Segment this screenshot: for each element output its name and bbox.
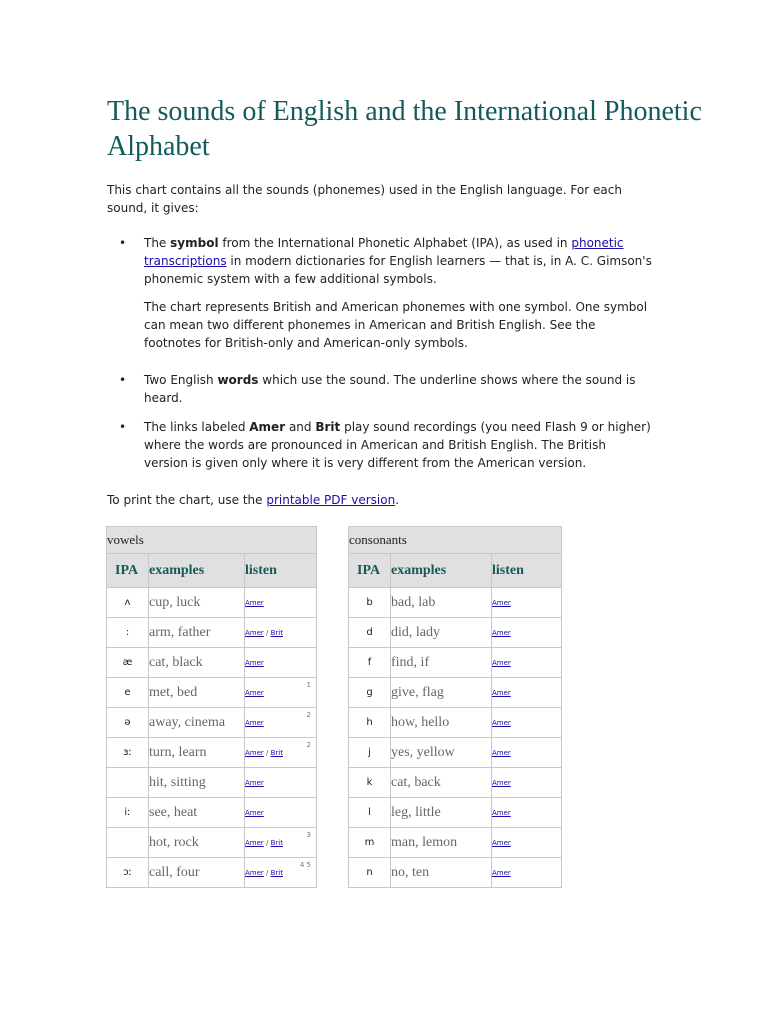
example-words: met, bed bbox=[149, 678, 245, 708]
brit-audio-link[interactable]: Brit bbox=[270, 748, 283, 757]
listen-links bbox=[245, 648, 317, 678]
listen-links bbox=[245, 678, 317, 708]
bold-term: words bbox=[217, 373, 259, 387]
example-words: arm, father bbox=[149, 618, 245, 648]
listen-links bbox=[245, 798, 317, 828]
table-row bbox=[107, 738, 317, 768]
ipa-symbol: d bbox=[349, 618, 391, 648]
listen-links bbox=[492, 708, 562, 738]
consonants-table-title: consonants bbox=[349, 527, 562, 554]
amer-audio-link[interactable]: Amer bbox=[492, 808, 511, 817]
ipa-symbol: n bbox=[349, 858, 391, 888]
bullet-subparagraph: The chart represents British and American phonemes with one symbol. One symbol can mean two different phonemes in American and British English. See the footnotes for British-only and American-only symbols. bbox=[144, 300, 648, 350]
ipa-symbol: j bbox=[349, 738, 391, 768]
amer-audio-link[interactable]: Amer bbox=[245, 628, 264, 637]
example-words: hot, rock bbox=[149, 828, 245, 858]
ipa-symbol: m bbox=[349, 828, 391, 858]
vowels-table-title: vowels bbox=[107, 527, 317, 554]
amer-audio-link[interactable]: Amer bbox=[245, 658, 264, 667]
ipa-symbol: ɔː bbox=[107, 858, 149, 888]
table-row bbox=[349, 768, 562, 798]
column-header-ipa: IPA bbox=[107, 554, 149, 588]
listen-links bbox=[492, 858, 562, 888]
example-words: cat, back bbox=[391, 768, 492, 798]
table-row bbox=[349, 708, 562, 738]
ipa-symbol: : bbox=[107, 618, 149, 648]
table-row bbox=[107, 708, 317, 738]
listen-links bbox=[492, 828, 562, 858]
example-words: call, four bbox=[149, 858, 245, 888]
link-separator: / bbox=[263, 868, 271, 877]
table-row bbox=[349, 738, 562, 768]
column-header-examples: examples bbox=[149, 554, 245, 588]
table-row bbox=[349, 858, 562, 888]
link-separator: / bbox=[263, 628, 271, 637]
footnote-ref: 4 5 bbox=[299, 861, 312, 869]
example-words: away, cinema bbox=[149, 708, 245, 738]
phonetic-transcriptions-link[interactable]: phonetic transcriptions bbox=[144, 236, 624, 268]
ipa-symbol bbox=[107, 768, 149, 798]
ipa-symbol: ʌ bbox=[107, 588, 149, 618]
table-row bbox=[349, 798, 562, 828]
vowels-table bbox=[106, 526, 317, 888]
example-words: man, lemon bbox=[391, 828, 492, 858]
bold-term: Amer bbox=[249, 420, 286, 434]
listen-links bbox=[245, 768, 317, 798]
example-words: see, heat bbox=[149, 798, 245, 828]
footnote-ref: 2 bbox=[306, 741, 312, 749]
table-row bbox=[107, 678, 317, 708]
ipa-symbol: f bbox=[349, 648, 391, 678]
column-header-listen: listen bbox=[492, 554, 562, 588]
example-words: bad, lab bbox=[391, 588, 492, 618]
listen-links bbox=[245, 588, 317, 618]
example-words: yes, yellow bbox=[391, 738, 492, 768]
table-row bbox=[107, 858, 317, 888]
amer-audio-link[interactable]: Amer bbox=[245, 718, 264, 727]
table-row bbox=[107, 768, 317, 798]
example-words: how, hello bbox=[391, 708, 492, 738]
ipa-symbol: b bbox=[349, 588, 391, 618]
column-header-listen: listen bbox=[245, 554, 317, 588]
vowels-table-body bbox=[107, 588, 317, 888]
amer-audio-link[interactable]: Amer bbox=[245, 808, 264, 817]
listen-links bbox=[245, 738, 317, 768]
bold-term: Brit bbox=[315, 420, 341, 434]
amer-audio-link[interactable]: Amer bbox=[245, 748, 264, 757]
amer-audio-link[interactable]: Amer bbox=[245, 778, 264, 787]
table-row bbox=[107, 828, 317, 858]
listen-links bbox=[245, 618, 317, 648]
amer-audio-link[interactable]: Amer bbox=[492, 838, 511, 847]
ipa-symbol bbox=[107, 828, 149, 858]
brit-audio-link[interactable]: Brit bbox=[270, 868, 283, 877]
list-item-links bbox=[107, 418, 652, 472]
link-separator: / bbox=[263, 748, 271, 757]
link-separator: / bbox=[263, 838, 271, 847]
table-row bbox=[349, 618, 562, 648]
listen-links bbox=[492, 648, 562, 678]
table-row bbox=[107, 588, 317, 618]
table-row bbox=[107, 618, 317, 648]
amer-audio-link[interactable]: Amer bbox=[492, 598, 511, 607]
table-row bbox=[107, 648, 317, 678]
example-words: give, flag bbox=[391, 678, 492, 708]
bold-term: symbol bbox=[170, 236, 219, 250]
table-row bbox=[349, 828, 562, 858]
example-words: cup, luck bbox=[149, 588, 245, 618]
feature-list bbox=[107, 234, 652, 472]
footnote-ref: 1 bbox=[306, 681, 312, 689]
ipa-symbol: ə bbox=[107, 708, 149, 738]
column-header-examples: examples bbox=[391, 554, 492, 588]
example-words: find, if bbox=[391, 648, 492, 678]
amer-audio-link[interactable]: Amer bbox=[492, 658, 511, 667]
listen-links bbox=[245, 828, 317, 858]
listen-links bbox=[492, 768, 562, 798]
ipa-symbol: k bbox=[349, 768, 391, 798]
amer-audio-link[interactable]: Amer bbox=[492, 868, 511, 877]
amer-audio-link[interactable]: Amer bbox=[245, 838, 264, 847]
list-item-words bbox=[107, 371, 652, 407]
example-words: cat, black bbox=[149, 648, 245, 678]
amer-audio-link[interactable]: Amer bbox=[492, 718, 511, 727]
example-words: turn, learn bbox=[149, 738, 245, 768]
ipa-symbol: h bbox=[349, 708, 391, 738]
amer-audio-link[interactable]: Amer bbox=[492, 778, 511, 787]
bullet-paragraph: • The symbol from the International Phonetic Alphabet (IPA), as used in phonetic transcriptions in modern dictionaries for English learners — that is, in A. C. Gimson's phonemic system with a few additional symbols. bbox=[144, 236, 652, 286]
example-words: leg, little bbox=[391, 798, 492, 828]
ipa-symbol: l bbox=[349, 798, 391, 828]
footnote-ref: 3 bbox=[306, 831, 312, 839]
amer-audio-link[interactable]: Amer bbox=[245, 868, 264, 877]
listen-links bbox=[492, 738, 562, 768]
amer-audio-link[interactable]: Amer bbox=[245, 688, 264, 697]
listen-links bbox=[245, 858, 317, 888]
table-row bbox=[349, 648, 562, 678]
listen-links bbox=[492, 678, 562, 708]
ipa-symbol: iː bbox=[107, 798, 149, 828]
print-note: To print the chart, use the printable PDF version. bbox=[107, 493, 400, 507]
ipa-symbol: g bbox=[349, 678, 391, 708]
listen-links bbox=[492, 618, 562, 648]
table-row bbox=[349, 588, 562, 618]
ipa-symbol: ɜː bbox=[107, 738, 149, 768]
example-words: hit, sitting bbox=[149, 768, 245, 798]
ipa-symbol: e bbox=[107, 678, 149, 708]
listen-links bbox=[245, 708, 317, 738]
footnote-ref: 2 bbox=[306, 711, 312, 719]
ipa-symbol: æ bbox=[107, 648, 149, 678]
amer-audio-link[interactable]: Amer bbox=[492, 628, 511, 637]
amer-audio-link[interactable]: Amer bbox=[492, 688, 511, 697]
amer-audio-link[interactable]: Amer bbox=[492, 748, 511, 757]
consonants-table-body bbox=[349, 588, 562, 888]
brit-audio-link[interactable]: Brit bbox=[270, 628, 283, 637]
table-row bbox=[349, 678, 562, 708]
example-words: no, ten bbox=[391, 858, 492, 888]
bullet-paragraph: • Two English words which use the sound. The underline shows where the sound is heard. bbox=[144, 373, 636, 405]
intro-paragraph: This chart contains all the sounds (phonemes) used in the English language. For each sound, it gives: bbox=[107, 183, 622, 215]
amer-audio-link[interactable]: Amer bbox=[245, 598, 264, 607]
list-item-symbol bbox=[107, 234, 652, 352]
example-words: did, lady bbox=[391, 618, 492, 648]
printable-pdf-link[interactable]: printable PDF version bbox=[266, 493, 396, 507]
brit-audio-link[interactable]: Brit bbox=[270, 838, 283, 847]
page-title: The sounds of English and the International Phonetic Alphabet bbox=[107, 96, 702, 162]
consonants-table bbox=[348, 526, 562, 888]
column-header-ipa: IPA bbox=[349, 554, 391, 588]
listen-links bbox=[492, 588, 562, 618]
bullet-paragraph: • The links labeled Amer and Brit play sound recordings (you need Flash 9 or higher) where the words are pronounced in American and British English. The British version is given only where it is very different from the American version. bbox=[144, 420, 651, 470]
listen-links bbox=[492, 798, 562, 828]
table-row bbox=[107, 798, 317, 828]
